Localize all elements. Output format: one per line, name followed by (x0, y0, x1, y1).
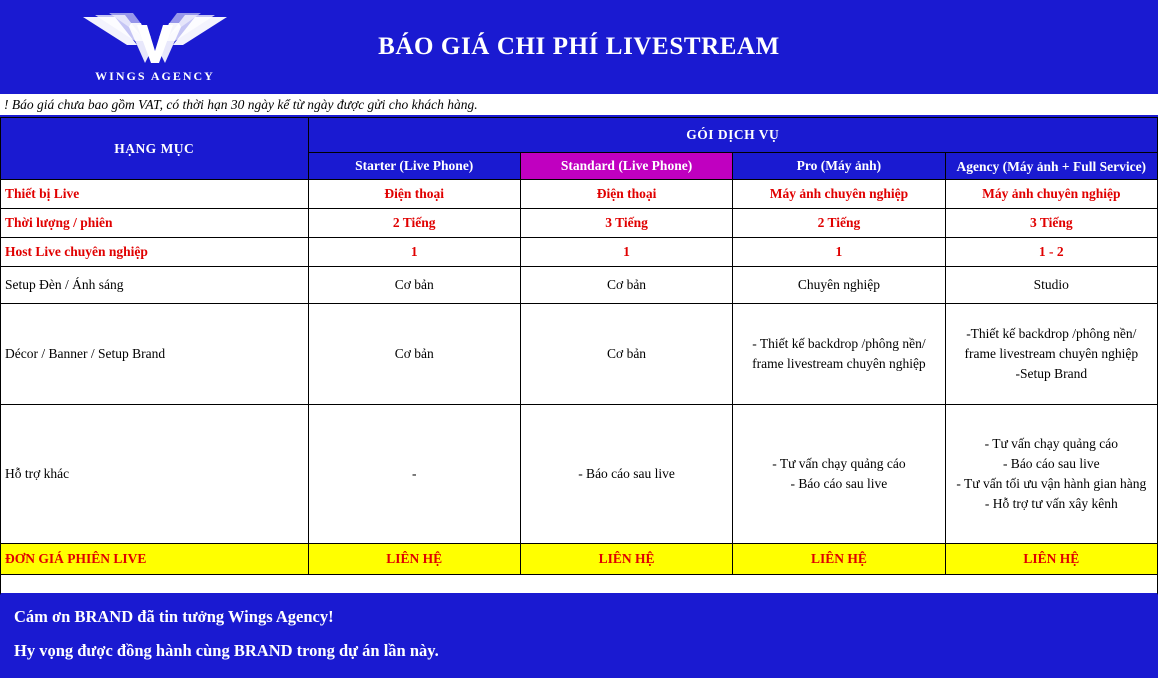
note-bar (0, 93, 1158, 117)
cell-price-standard[interactable]: LIÊN HỆ (520, 544, 732, 575)
table-footer-spacer (0, 575, 1158, 595)
package-header-agency: Agency (Máy ảnh + Full Service) (945, 153, 1157, 180)
footer-thanks-line: Cám ơn BRAND đã tin tưởng Wings Agency! (14, 607, 334, 626)
table-row (1, 238, 1158, 267)
cell-host-pro: 1 (733, 238, 945, 267)
cell-host-agency: 1 - 2 (945, 238, 1157, 267)
row-label-decor: Décor / Banner / Setup Brand (1, 304, 309, 405)
cell-duration-starter: 2 Tiếng (308, 209, 520, 238)
row-label-duration: Thời lượng / phiên (1, 209, 309, 238)
cell-price-pro[interactable]: LIÊN HỆ (733, 544, 945, 575)
table-row-price (1, 544, 1158, 575)
pricing-table (0, 117, 1158, 575)
cell-decor-agency: -Thiết kế backdrop /phông nền/ frame livestream chuyên nghiệp -Setup Brand (945, 304, 1157, 405)
logo (60, 4, 250, 90)
table-body (1, 180, 1158, 575)
cell-host-starter: 1 (308, 238, 520, 267)
cell-duration-standard: 3 Tiếng (520, 209, 732, 238)
cell-device-agency: Máy ảnh chuyên nghiệp (945, 180, 1157, 209)
table-head (1, 118, 1158, 180)
cell-duration-pro: 2 Tiếng (733, 209, 945, 238)
cell-lighting-pro: Chuyên nghiệp (733, 267, 945, 304)
header-category: HẠNG MỤC (1, 118, 309, 180)
cell-lighting-agency: Studio (945, 267, 1157, 304)
page-header (0, 0, 1158, 93)
cell-decor-standard: Cơ bản (520, 304, 732, 405)
vat-note: ! Báo giá chưa bao gồm VAT, có thời hạn 30 ngày kể từ ngày được gửi cho khách hàng. (4, 96, 478, 112)
footer-hope-line: Hy vọng được đồng hành cùng BRAND trong dự án lần này. (14, 641, 439, 660)
package-header-pro: Pro (Máy ảnh) (733, 153, 945, 180)
row-label-support: Hỗ trợ khác (1, 405, 309, 544)
wings-logo-icon (75, 11, 235, 67)
cell-support-starter: - (308, 405, 520, 544)
table-row (1, 405, 1158, 544)
cell-lighting-starter: Cơ bản (308, 267, 520, 304)
table-row (1, 267, 1158, 304)
header-services: GÓI DỊCH VỤ (308, 118, 1157, 153)
cell-support-agency: - Tư vấn chạy quảng cáo - Báo cáo sau live - Tư vấn tối ưu vận hành gian hàng - Hỗ trợ tư vấn xây kênh (945, 405, 1157, 544)
cell-support-pro: - Tư vấn chạy quảng cáo - Báo cáo sau live (733, 405, 945, 544)
cell-device-pro: Máy ảnh chuyên nghiệp (733, 180, 945, 209)
page-footer (0, 595, 1158, 678)
cell-device-starter: Điện thoại (308, 180, 520, 209)
package-header-starter: Starter (Live Phone) (308, 153, 520, 180)
row-label-price: ĐƠN GIÁ PHIÊN LIVE (1, 544, 309, 575)
row-label-host: Host Live chuyên nghiệp (1, 238, 309, 267)
cell-device-standard: Điện thoại (520, 180, 732, 209)
cell-decor-starter: Cơ bản (308, 304, 520, 405)
table-row (1, 180, 1158, 209)
cell-decor-pro: - Thiết kế backdrop /phông nền/ frame livestream chuyên nghiệp (733, 304, 945, 405)
package-header-standard: Standard (Live Phone) (520, 153, 732, 180)
table-row (1, 209, 1158, 238)
cell-host-standard: 1 (520, 238, 732, 267)
table-row (1, 304, 1158, 405)
logo-text: WINGS AGENCY (95, 68, 215, 83)
cell-duration-agency: 3 Tiếng (945, 209, 1157, 238)
row-label-device: Thiết bị Live (1, 180, 309, 209)
cell-price-agency[interactable]: LIÊN HỆ (945, 544, 1157, 575)
cell-support-standard: - Báo cáo sau live (520, 405, 732, 544)
row-label-lighting: Setup Đèn / Ánh sáng (1, 267, 309, 304)
cell-lighting-standard: Cơ bản (520, 267, 732, 304)
page-title: BÁO GIÁ CHI PHÍ LIVESTREAM (378, 32, 780, 60)
cell-price-starter[interactable]: LIÊN HỆ (308, 544, 520, 575)
